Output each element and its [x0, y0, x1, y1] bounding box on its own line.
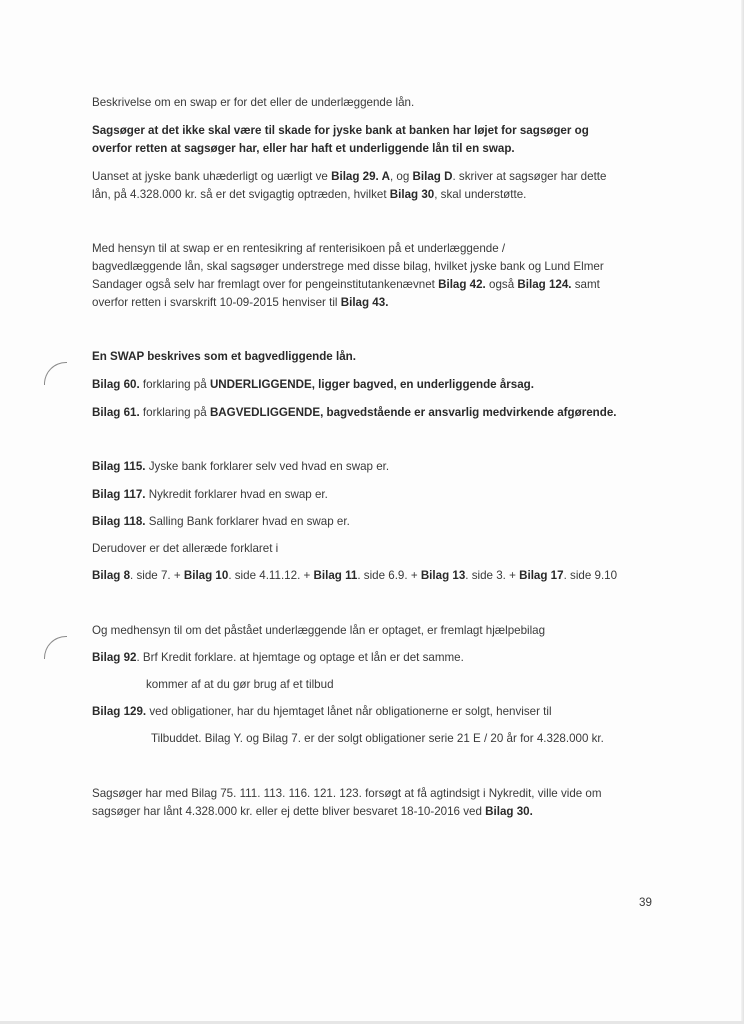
- paragraph-line: Sandager også selv har fremlagt over for pengeinstitutankenævnet Bilag 42. også Bilag 124. samt: [92, 278, 600, 291]
- paragraph-line: Bilag 60. forklaring på UNDERLIGGENDE, ligger bagved, en underliggende årsag.: [92, 378, 534, 391]
- paragraph-line: Bilag 92. Brf Kredit forklare. at hjemtage og optage et lån er det samme.: [92, 651, 464, 664]
- paragraph-line: sagsøger har lånt 4.328.000 kr. eller ej dette bliver besvaret 18-10-2016 ved Bilag 30.: [92, 805, 533, 818]
- paragraph-line: Bilag 115. Jyske bank forklarer selv ved hvad en swap er.: [92, 460, 390, 473]
- paragraph-line: Bilag 118. Salling Bank forklarer hvad en swap er.: [92, 515, 350, 528]
- paragraph-line: bagvedlæggende lån, skal sagsøger understrege med disse bilag, hvilket jyske bank og Lund Elmer: [92, 260, 604, 273]
- paragraph-line: En SWAP beskrives som et bagvedliggende lån.: [92, 350, 356, 363]
- paragraph-line: Bilag 8. side 7. + Bilag 10. side 4.11.12. + Bilag 11. side 6.9. + Bilag 13. side 3. + Bilag 17. side 9.10: [92, 569, 618, 582]
- paragraph-line: Tilbuddet. Bilag Y. og Bilag 7. er der solgt obligationer serie 21 E / 20 år for 4.328.000 kr.: [151, 732, 604, 745]
- paragraph-line: overfor retten i svarskrift 10-09-2015 henviser til Bilag 43.: [92, 296, 389, 309]
- hole-punch-mark: [44, 362, 67, 385]
- paragraph-line: Sagsøger har med Bilag 75. 111. 113. 116. 121. 123. forsøgt at få agtindsigt i Nykredit, ville vide om: [92, 787, 602, 800]
- hole-punch-mark: [44, 636, 67, 659]
- paragraph-line: Uanset at jyske bank uhæderligt og uærligt ve Bilag 29. A, og Bilag D. skriver at sagsøger har dette: [92, 170, 607, 183]
- paragraph-line: overfor retten at sagsøger har, eller har haft et underliggende lån til en swap.: [92, 142, 515, 155]
- paragraph-line: Bilag 61. forklaring på BAGVEDLIGGENDE, bagvedstående er ansvarlig medvirkende afgørende.: [92, 406, 617, 419]
- paragraph-line: Bilag 129. ved obligationer, har du hjemtaget lånet når obligationerne er solgt, henviser til: [92, 705, 552, 718]
- paragraph-line: Og medhensyn til om det påstået underlæggende lån er optaget, er fremlagt hjælpebilag: [92, 624, 546, 637]
- page-number: 39: [639, 896, 652, 909]
- paragraph-line: Sagsøger at det ikke skal være til skade for jyske bank at banken har løjet for sagsøger og: [92, 124, 589, 137]
- paragraph-line: Med hensyn til at swap er en rentesikring af renterisikoen på et underlæggende /: [92, 242, 506, 255]
- paragraph-line: Derudover er det alleræde forklaret i: [92, 542, 279, 555]
- paragraph-line: kommer af at du gør brug af et tilbud: [146, 678, 334, 691]
- paragraph-line: Beskrivelse om en swap er for det eller de underlæggende lån.: [92, 96, 415, 109]
- paragraph-line: lån, på 4.328.000 kr. så er det svigagtig optræden, hvilket Bilag 30, skal understøtte.: [92, 188, 527, 201]
- paragraph-line: Bilag 117. Nykredit forklarer hvad en swap er.: [92, 488, 328, 501]
